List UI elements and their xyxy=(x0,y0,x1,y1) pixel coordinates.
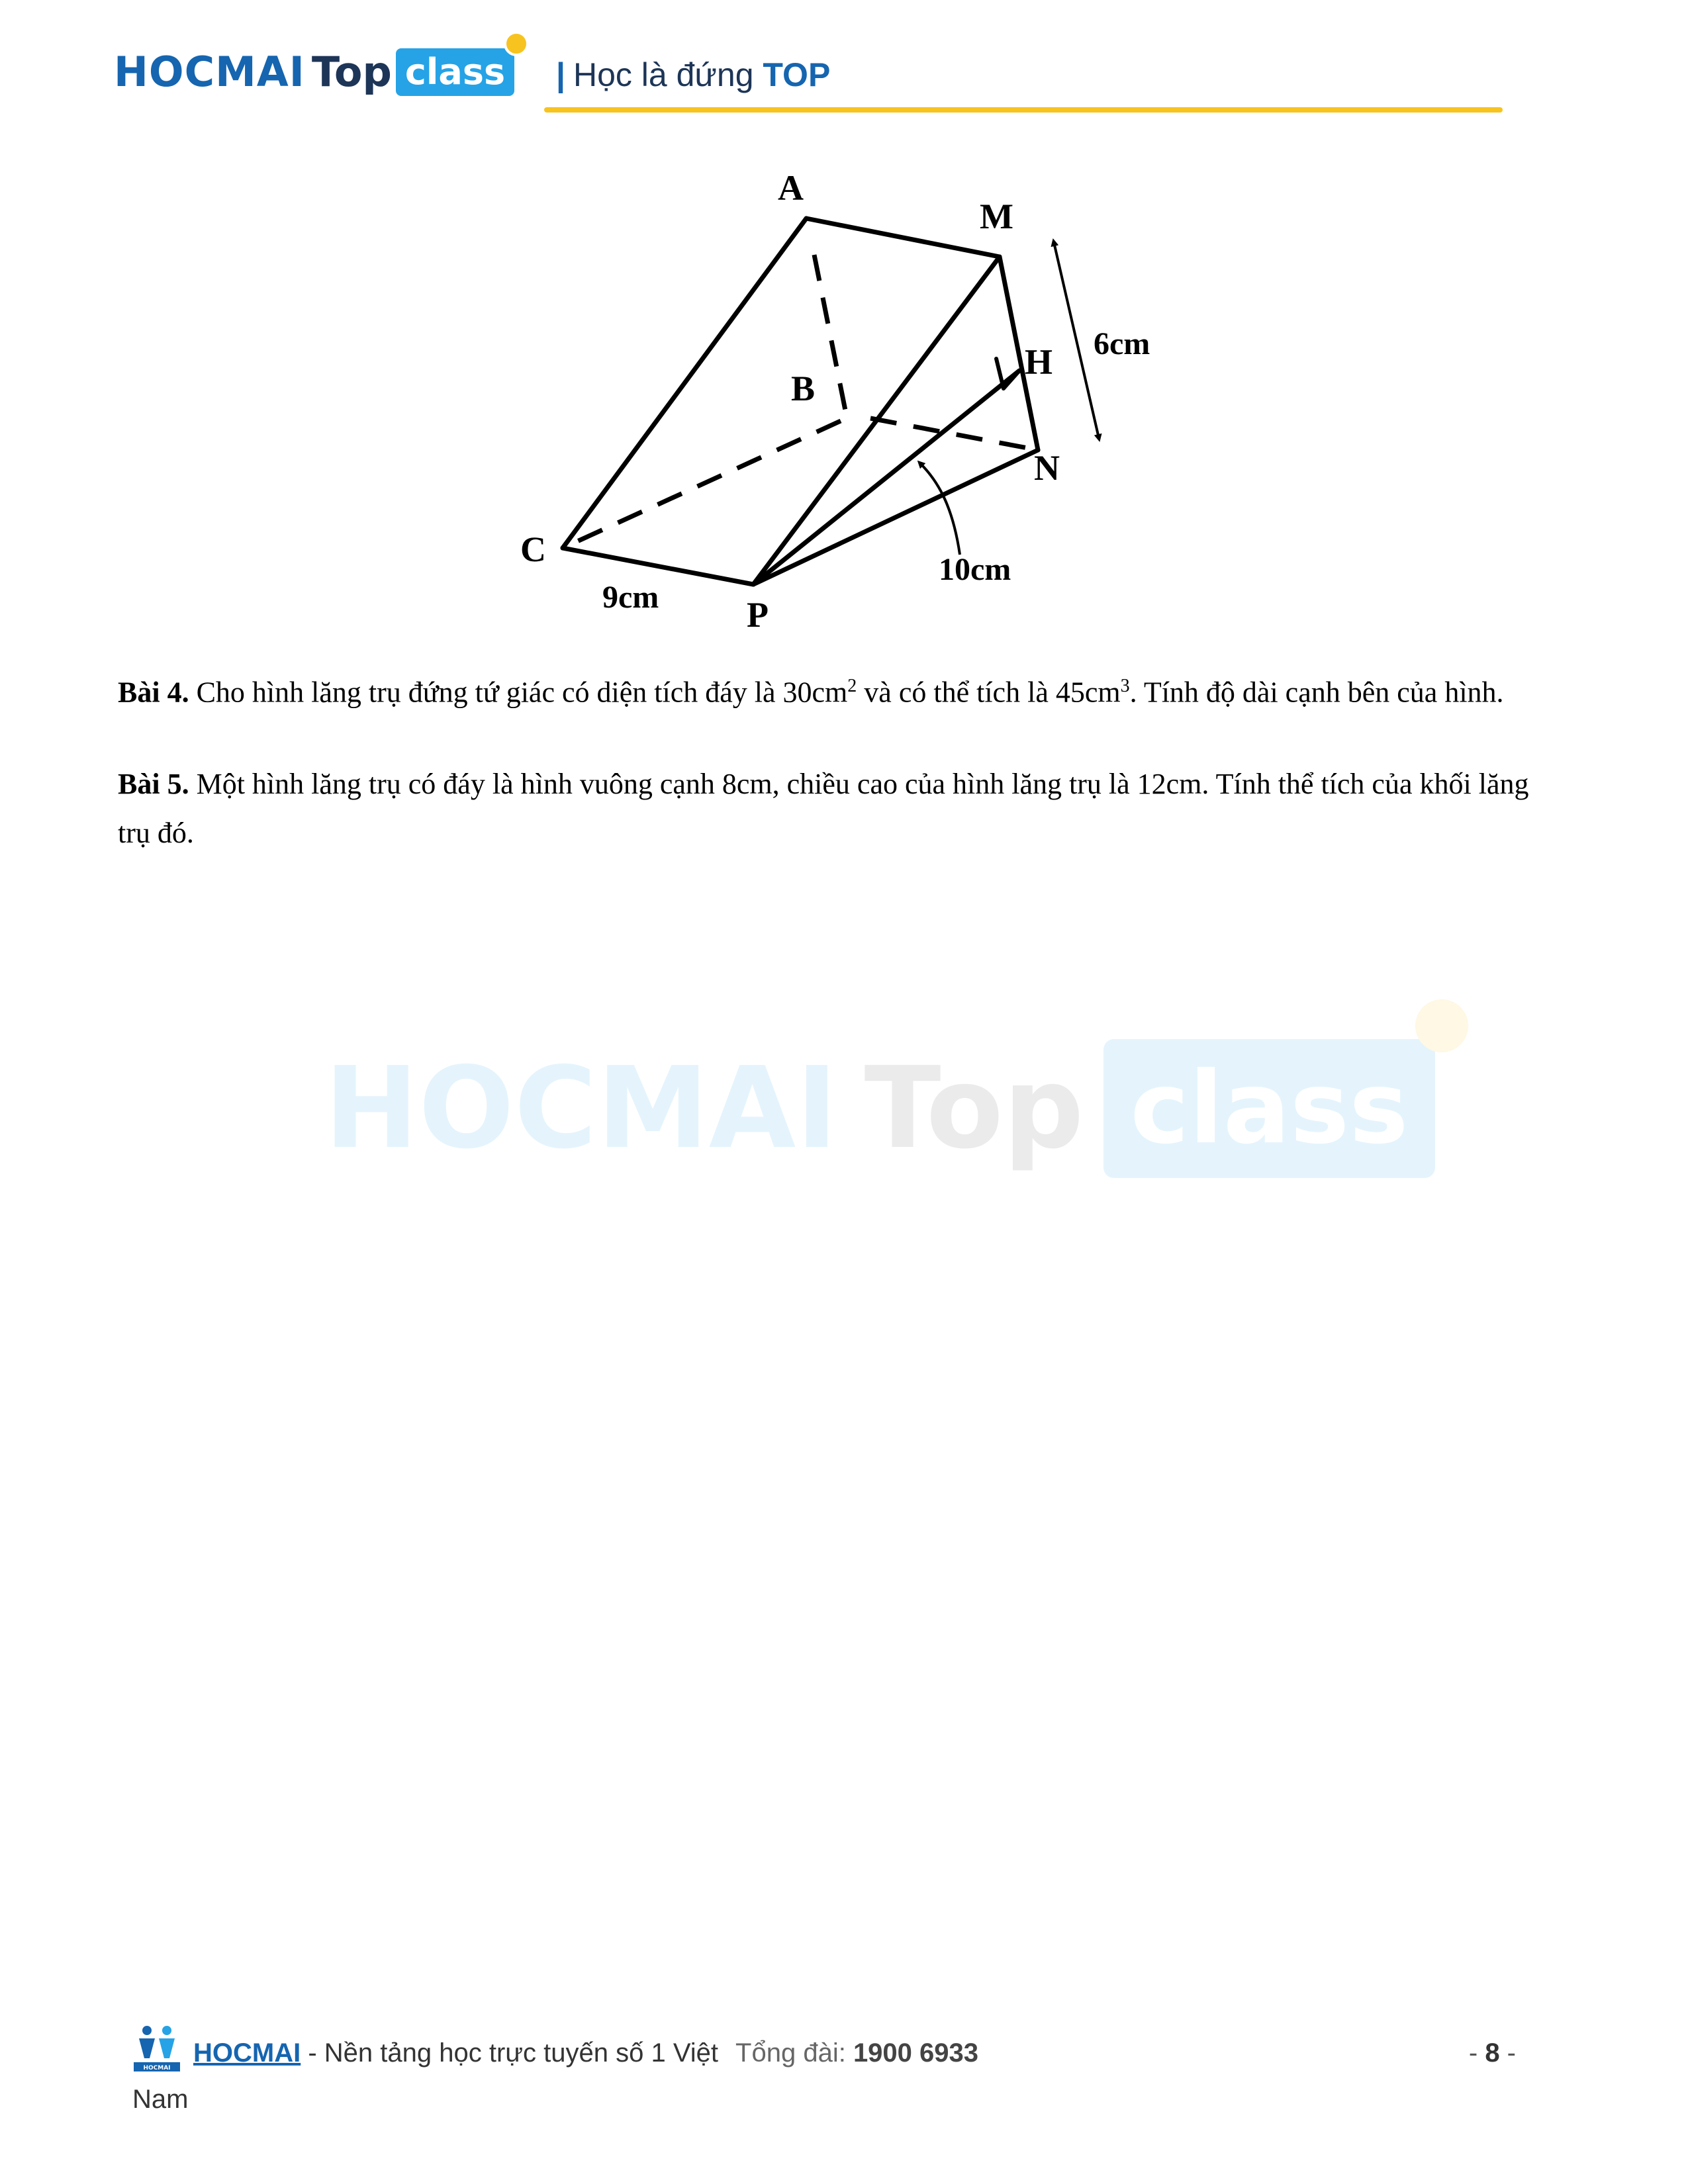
exercise-4-label: Bài 4. xyxy=(118,676,189,709)
footer-tongdai-label: Tổng đài: xyxy=(735,2038,853,2068)
exercise-4-text-a: Cho hình lăng trụ đứng tứ giác có diện tích đáy là 30cm xyxy=(189,676,848,709)
callout-arrow-pn xyxy=(920,463,960,555)
label-n: N xyxy=(1034,448,1060,488)
logo-hocmai-text: HOCMAI xyxy=(114,48,305,96)
slogan-text: Học là đứng xyxy=(573,56,754,93)
logo-class-text: class xyxy=(404,50,506,93)
exercise-5-label: Bài 5. xyxy=(118,768,189,800)
dim-label-10cm: 10cm xyxy=(939,552,1011,587)
footer-phone: 1900 6933 xyxy=(853,2038,979,2068)
edge-bc-hidden xyxy=(563,421,841,548)
edge-ac xyxy=(563,218,806,548)
exercise-4-sup-a: 2 xyxy=(847,676,857,696)
label-b: B xyxy=(791,369,816,408)
watermark-top: Top xyxy=(864,1043,1084,1174)
footer-line2: Nam xyxy=(132,2085,189,2114)
label-m: M xyxy=(980,197,1013,236)
label-p: P xyxy=(747,595,769,635)
watermark-class-text: class xyxy=(1130,1051,1409,1166)
edge-am xyxy=(806,218,1000,257)
exercise-4-sup-b: 3 xyxy=(1120,676,1130,696)
label-h: H xyxy=(1025,342,1053,382)
page-number xyxy=(1469,2038,1516,2068)
slogan-divider: | xyxy=(556,56,565,93)
logo-top-text: Top xyxy=(311,48,392,96)
page-prefix: - xyxy=(1468,2038,1485,2068)
dim-label-6cm: 6cm xyxy=(1094,326,1150,361)
dim-label-9cm: 9cm xyxy=(602,580,659,615)
watermark-hocmai: HOCMAI xyxy=(324,1043,838,1174)
page-number-value: 8 xyxy=(1485,2038,1500,2068)
exercise-5-text: Một hình lăng trụ có đáy là hình vuông cạnh 8cm, chiều cao của hình lăng trụ là 12cm. Tính thể tích của khối lăng trụ đó. xyxy=(118,768,1529,849)
page-suffix: - xyxy=(1499,2038,1516,2068)
exercise-4-text-b: và có thể tích là 45cm xyxy=(857,676,1121,709)
watermark-sun-icon xyxy=(1415,999,1468,1052)
watermark-class xyxy=(1103,1039,1434,1178)
label-a: A xyxy=(778,168,804,208)
prism-figure xyxy=(0,0,1688,662)
watermark-logo xyxy=(324,1039,1435,1178)
footer-icon-caption: HOCMAI xyxy=(143,2065,171,2071)
exercise-5 xyxy=(118,760,1568,858)
footer xyxy=(132,2038,1516,2068)
exercise-4-text-c: . Tính độ dài cạnh bên của hình. xyxy=(1129,676,1504,709)
footer-tagline: - Nền tảng học trực tuyến số 1 Việt xyxy=(301,2038,719,2068)
footer-brand-link[interactable]: HOCMAI xyxy=(193,2038,301,2068)
slogan-top: TOP xyxy=(763,56,831,93)
label-c: C xyxy=(520,529,546,569)
edge-cp xyxy=(563,548,753,584)
dimension-arrow-mn xyxy=(1054,242,1099,438)
edge-ab-hidden xyxy=(814,255,846,414)
exercise-4 xyxy=(118,662,1568,717)
